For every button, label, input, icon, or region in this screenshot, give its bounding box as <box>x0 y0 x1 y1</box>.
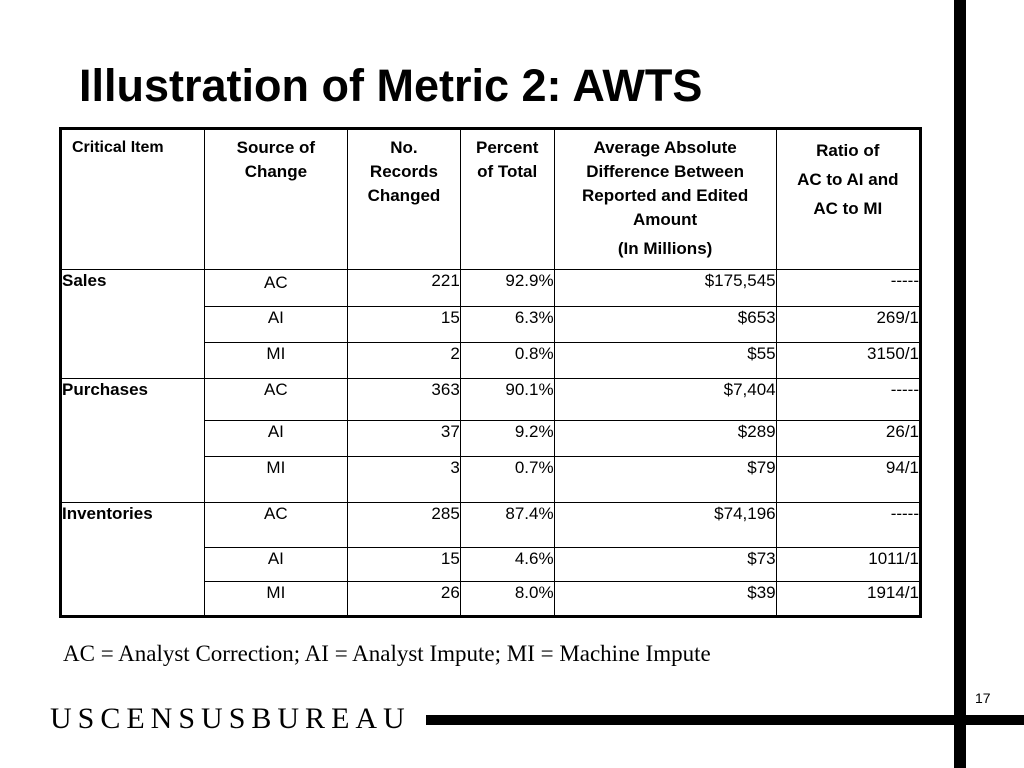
records-cell: 26 <box>348 582 461 617</box>
amount-cell: $653 <box>554 307 776 343</box>
source-cell: MI <box>204 343 347 379</box>
ratio-cell: ----- <box>776 379 920 421</box>
amount-cell: $289 <box>554 421 776 457</box>
metric-table <box>59 127 922 618</box>
abbreviation-legend: AC = Analyst Correction; AI = Analyst Impute; MI = Machine Impute <box>63 641 711 666</box>
page-number: 17 <box>975 690 991 706</box>
records-cell: 2 <box>348 343 461 379</box>
amount-cell: $73 <box>554 548 776 582</box>
header-average-difference: Average Absolute Difference Between Reported and Edited Amount (In Millions) <box>554 129 776 270</box>
source-cell: AC <box>204 270 347 307</box>
amount-cell: $74,196 <box>554 503 776 548</box>
amount-cell: $55 <box>554 343 776 379</box>
amount-cell: $39 <box>554 582 776 617</box>
horizontal-accent-bar <box>426 715 1024 725</box>
table-row <box>61 270 921 307</box>
ratio-cell: 1011/1 <box>776 548 920 582</box>
percent-cell: 90.1% <box>460 379 554 421</box>
percent-cell: 0.7% <box>460 457 554 503</box>
critical-item-inventories: Inventories <box>61 503 205 617</box>
slide-title: Illustration of Metric 2: AWTS <box>79 60 703 111</box>
critical-item-purchases: Purchases <box>61 379 205 503</box>
table-row <box>61 503 921 548</box>
percent-cell: 87.4% <box>460 503 554 548</box>
header-records-changed: No. Records Changed <box>348 129 461 270</box>
ratio-cell: 26/1 <box>776 421 920 457</box>
ratio-cell: ----- <box>776 270 920 307</box>
records-cell: 363 <box>348 379 461 421</box>
header-critical-item: Critical Item <box>61 129 205 270</box>
header-ratio: Ratio of AC to AI and AC to MI <box>776 129 920 270</box>
census-bureau-logo: USCENSUSBUREAU <box>50 702 411 735</box>
records-cell: 37 <box>348 421 461 457</box>
header-percent-of-total: Percent of Total <box>460 129 554 270</box>
amount-cell: $79 <box>554 457 776 503</box>
amount-cell: $7,404 <box>554 379 776 421</box>
amount-cell: $175,545 <box>554 270 776 307</box>
records-cell: 221 <box>348 270 461 307</box>
ratio-cell: 94/1 <box>776 457 920 503</box>
ratio-cell: 269/1 <box>776 307 920 343</box>
table-row <box>61 379 921 421</box>
critical-item-sales: Sales <box>61 270 205 379</box>
source-cell: AI <box>204 548 347 582</box>
percent-cell: 0.8% <box>460 343 554 379</box>
table-header-row <box>61 129 921 270</box>
source-cell: AC <box>204 503 347 548</box>
percent-cell: 6.3% <box>460 307 554 343</box>
header-source-of-change: Source of Change <box>204 129 347 270</box>
percent-cell: 92.9% <box>460 270 554 307</box>
source-cell: MI <box>204 582 347 617</box>
source-cell: AI <box>204 307 347 343</box>
records-cell: 15 <box>348 307 461 343</box>
percent-cell: 9.2% <box>460 421 554 457</box>
vertical-accent-bar <box>954 0 966 768</box>
source-cell: MI <box>204 457 347 503</box>
records-cell: 285 <box>348 503 461 548</box>
percent-cell: 4.6% <box>460 548 554 582</box>
source-cell: AI <box>204 421 347 457</box>
ratio-cell: 3150/1 <box>776 343 920 379</box>
ratio-cell: ----- <box>776 503 920 548</box>
source-cell: AC <box>204 379 347 421</box>
records-cell: 3 <box>348 457 461 503</box>
percent-cell: 8.0% <box>460 582 554 617</box>
ratio-cell: 1914/1 <box>776 582 920 617</box>
records-cell: 15 <box>348 548 461 582</box>
